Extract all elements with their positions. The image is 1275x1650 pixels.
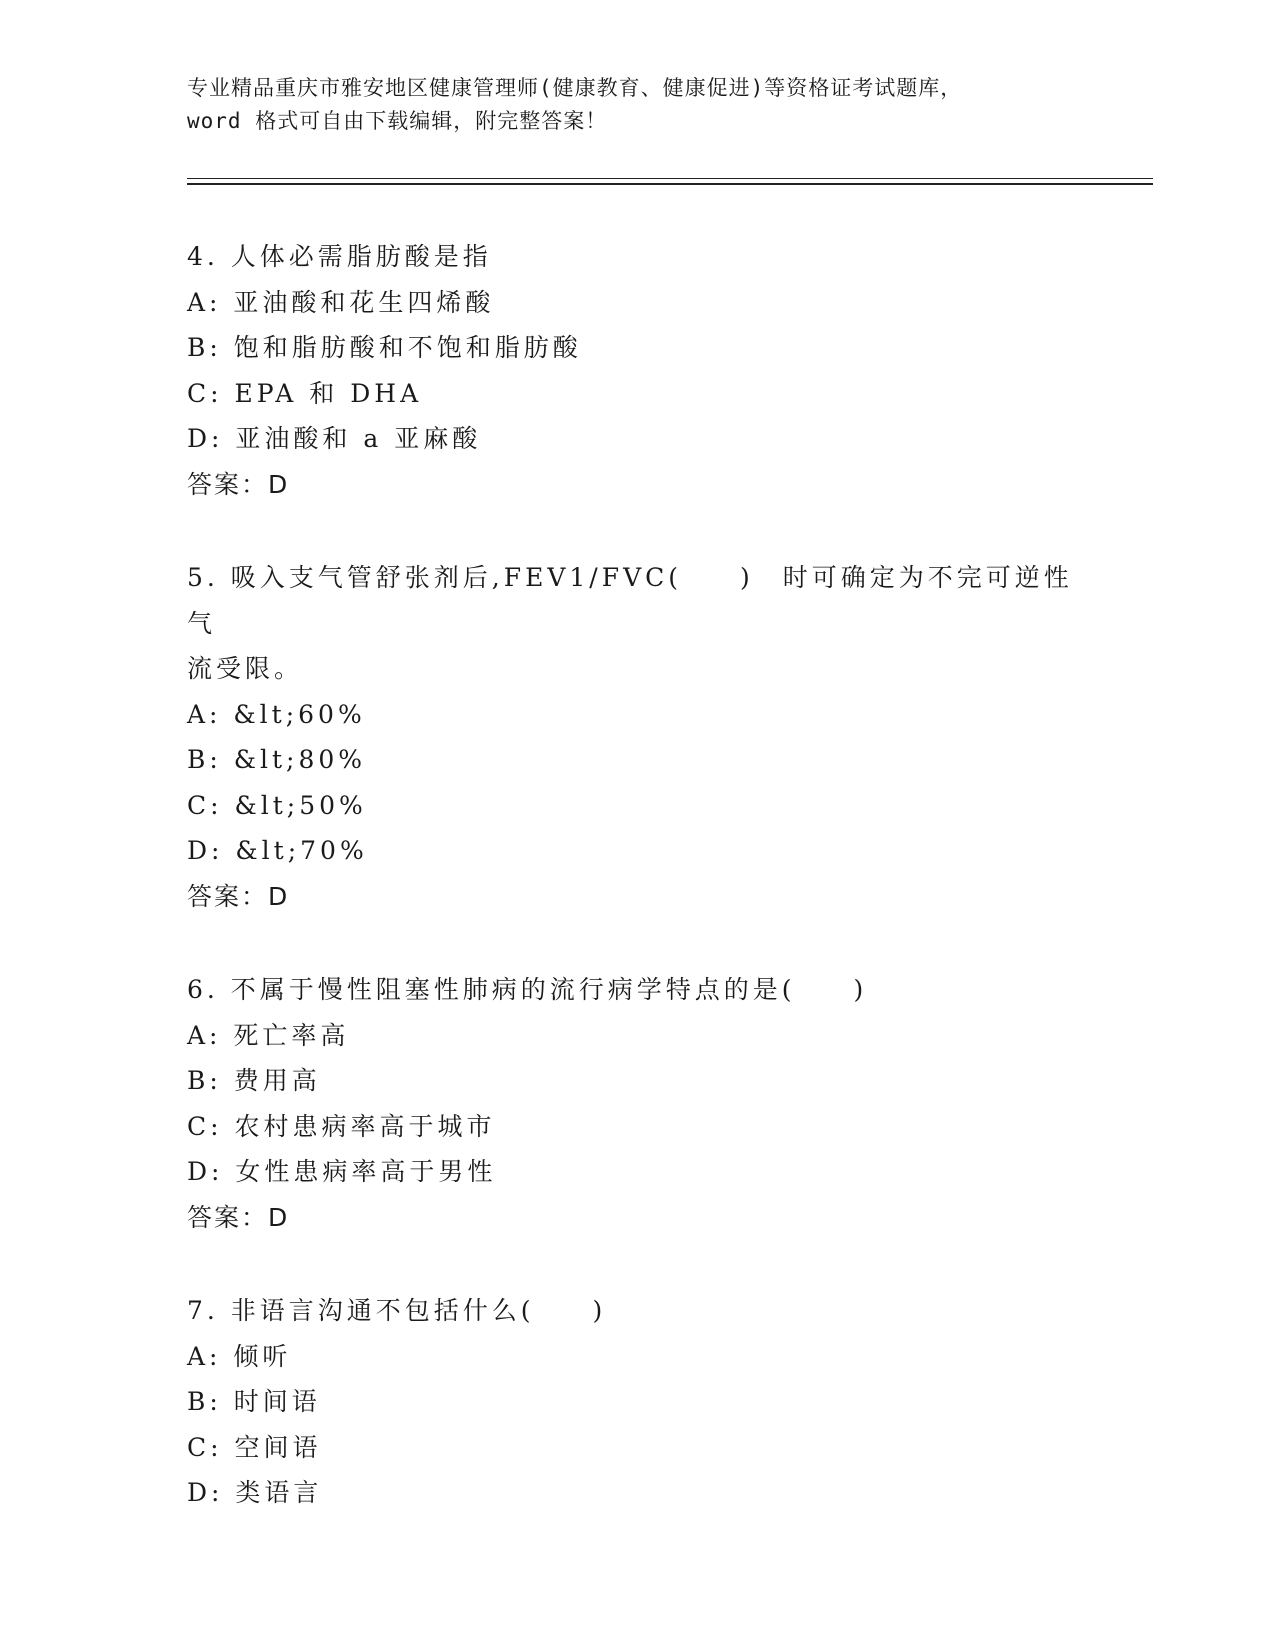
- option-c: C: 农村患病率高于城市: [187, 1111, 496, 1141]
- option-a: A: &lt;60%: [187, 699, 366, 729]
- header-divider-thick: [187, 183, 1153, 185]
- option-b: B: 费用高: [187, 1066, 321, 1095]
- option-c: C: EPA 和 DHA: [187, 378, 423, 408]
- option-b: B: &lt;80%: [187, 745, 367, 774]
- option-d: D: 亚油酸和 a 亚麻酸: [187, 424, 482, 453]
- header-title-line-1: 专业精品重庆市雅安地区健康管理师(健康教育、健康促进)等资格证考试题库，: [187, 76, 963, 100]
- option-c: C: 空间语: [187, 1432, 322, 1462]
- question-stem-line: 7. 非语言沟通不包括什么( ): [187, 1296, 607, 1325]
- question-7: [187, 1288, 1087, 1516]
- question-list: [187, 234, 1087, 1564]
- option-b: B: 时间语: [187, 1387, 321, 1416]
- question-stem-line: 6. 不属于慢性阻塞性肺病的流行病学特点的是( ): [187, 975, 868, 1004]
- header-divider-thin: [187, 178, 1153, 179]
- question-stem: [187, 234, 1087, 280]
- question-stem: [187, 555, 1087, 692]
- question-stem-line: 流受限。: [187, 654, 304, 683]
- document-header: [187, 72, 1067, 138]
- question-stem: [187, 1288, 1087, 1334]
- option-c: C: &lt;50%: [187, 790, 367, 820]
- question-4: [187, 234, 1087, 507]
- option-d: D: 女性患病率高于男性: [187, 1157, 497, 1186]
- option-a: A: 死亡率高: [187, 1020, 350, 1050]
- answer-line: 答案：D: [187, 881, 290, 911]
- question-6: [187, 967, 1087, 1240]
- option-d: D: &lt;70%: [187, 836, 368, 865]
- answer-line: 答案：D: [187, 1202, 290, 1232]
- option-d: D: 类语言: [187, 1478, 323, 1507]
- question-stem: [187, 967, 1087, 1013]
- header-title-line-2: word 格式可自由下载编辑，附完整答案！: [187, 109, 608, 133]
- option-a: A: 亚油酸和花生四烯酸: [187, 287, 495, 317]
- option-a: A: 倾听: [187, 1341, 292, 1371]
- answer-line: 答案：D: [187, 469, 290, 499]
- question-5: [187, 555, 1087, 919]
- question-stem-line: 4. 人体必需脂肪酸是指: [187, 242, 492, 271]
- question-stem-line: 5. 吸入支气管舒张剂后,FEV1/FVC( ) 时可确定为不完可逆性气: [187, 563, 1073, 638]
- option-b: B: 饱和脂肪酸和不饱和脂肪酸: [187, 333, 582, 362]
